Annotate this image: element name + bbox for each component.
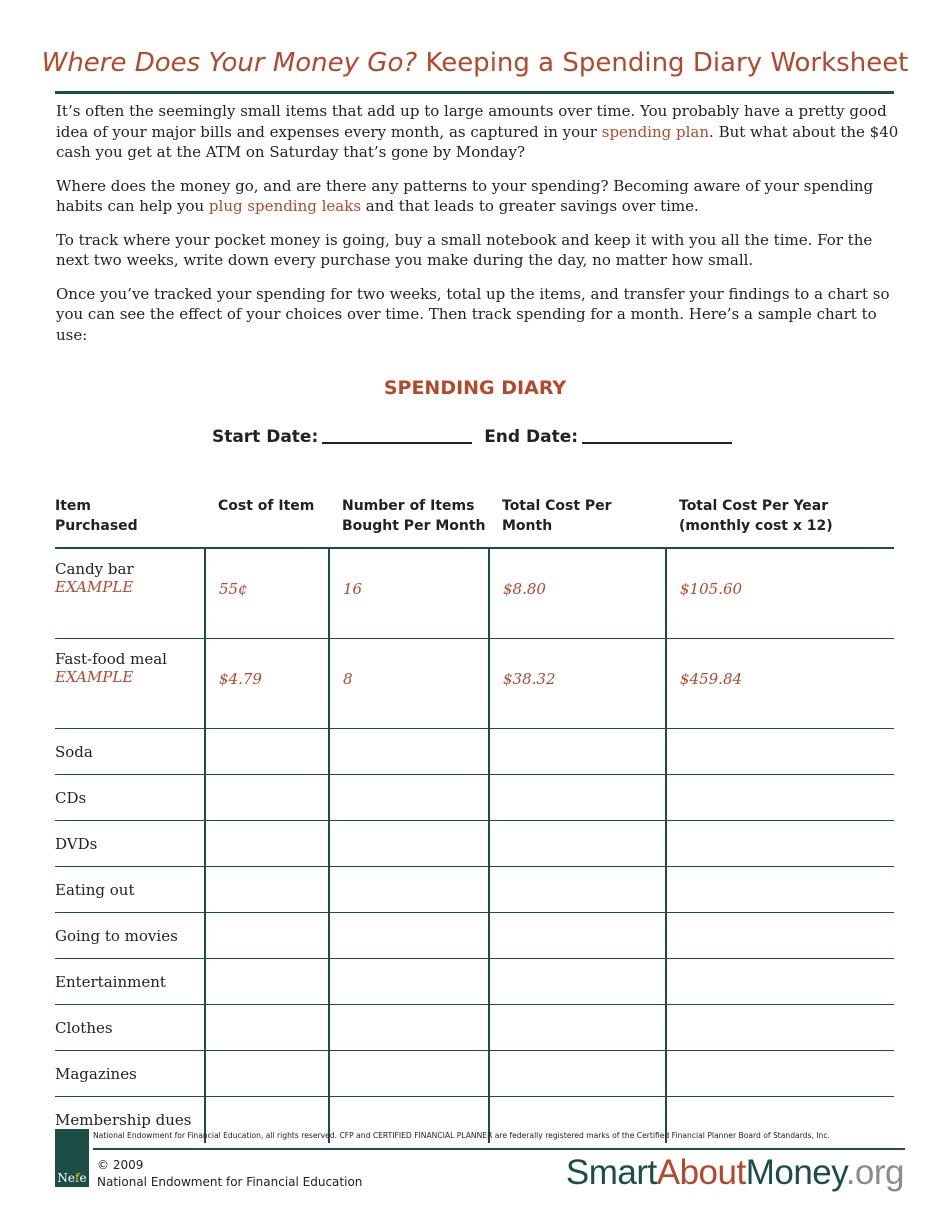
monthly-cell[interactable] — [489, 1051, 666, 1097]
title-divider — [55, 91, 894, 94]
count-cell[interactable] — [329, 729, 489, 775]
cost-cell[interactable]: $4.79 — [205, 639, 329, 729]
header-cost: Cost of Item — [218, 498, 315, 514]
header-yearly: Total Cost Per Year (monthly cost x 12) — [679, 498, 833, 534]
table-header-row — [55, 493, 894, 548]
table-row — [55, 821, 894, 867]
item-cell: Entertainment — [55, 959, 205, 1005]
header-monthly: Total Cost Per Month — [502, 498, 612, 534]
plug-spending-leaks-link[interactable]: plug spending leaks — [208, 197, 362, 215]
intro-paragraph-4: Once you’ve tracked your spending for two weeks, total up the items, and transfer your findings to a chart so you can see the effect of your choices over time. Then track spending for a month. Here’s a sample chart to use: — [56, 284, 890, 344]
footer-divider — [93, 1148, 905, 1150]
start-date-label: Start Date: — [211, 427, 319, 447]
cost-cell[interactable] — [205, 775, 329, 821]
monthly-cell[interactable] — [489, 1005, 666, 1051]
item-cell: Candy bar EXAMPLE — [55, 548, 205, 639]
monthly-cell[interactable] — [489, 913, 666, 959]
item-cell: DVDs — [55, 821, 205, 867]
cost-cell[interactable] — [205, 1051, 329, 1097]
cost-cell[interactable] — [205, 1005, 329, 1051]
table-row — [55, 1051, 894, 1097]
yearly-cell[interactable] — [666, 729, 894, 775]
legal-notice: National Endowment for Financial Education, all rights reserved. CFP and CERTIFIED FINANCIAL PLANNER are federally registered marks of the Certified Financial Planner Board of Standards, Inc. — [93, 1131, 830, 1140]
monthly-cell[interactable] — [489, 867, 666, 913]
count-cell[interactable]: 16 — [329, 548, 489, 639]
monthly-cell[interactable] — [489, 959, 666, 1005]
cost-cell[interactable]: 55¢ — [205, 548, 329, 639]
yearly-cell[interactable] — [666, 913, 894, 959]
yearly-cell[interactable] — [666, 1051, 894, 1097]
example-row — [55, 639, 894, 729]
diary-title: SPENDING DIARY — [383, 377, 567, 399]
count-cell[interactable] — [329, 913, 489, 959]
count-cell[interactable] — [329, 821, 489, 867]
count-cell[interactable] — [329, 1005, 489, 1051]
smartaboutmoney-brand[interactable]: SmartAboutMoney.org — [565, 1153, 904, 1192]
yearly-cell[interactable] — [666, 775, 894, 821]
start-date-field[interactable] — [322, 426, 472, 444]
count-cell[interactable] — [329, 775, 489, 821]
monthly-cell[interactable] — [489, 775, 666, 821]
page-title — [0, 48, 950, 78]
copyright-block — [97, 1157, 362, 1191]
table-row — [55, 1005, 894, 1051]
end-date-field[interactable] — [582, 426, 732, 444]
item-cell: Eating out — [55, 867, 205, 913]
item-cell: Fast-food meal EXAMPLE — [55, 639, 205, 729]
item-cell: Magazines — [55, 1051, 205, 1097]
table-row — [55, 729, 894, 775]
cost-cell[interactable] — [205, 821, 329, 867]
header-count: Number of Items Bought Per Month — [342, 498, 486, 534]
date-fields — [0, 426, 950, 447]
table-row — [55, 913, 894, 959]
item-cell: Membership dues — [55, 1111, 192, 1129]
yearly-cell[interactable] — [666, 959, 894, 1005]
count-cell[interactable] — [329, 959, 489, 1005]
monthly-cell[interactable] — [489, 821, 666, 867]
table-row — [55, 775, 894, 821]
count-cell[interactable]: 8 — [329, 639, 489, 729]
table-row — [55, 867, 894, 913]
monthly-cell[interactable]: $8.80 — [489, 548, 666, 639]
intro-paragraph-1: It’s often the seemingly small items that add up to large amounts over time. You probably have a pretty good idea of your major bills and expenses every month, as captured in your spending plan. But what about the $40 cash you get at the ATM on Saturday that’s gone by Monday? — [56, 102, 899, 161]
item-cell: Clothes — [55, 1005, 205, 1051]
spending-plan-link[interactable]: spending plan — [601, 122, 710, 141]
nefe-logo: Nefe — [55, 1129, 89, 1187]
item-cell: Soda — [55, 729, 205, 775]
intro-text — [56, 101, 901, 358]
spending-diary-table — [55, 493, 894, 1143]
count-cell[interactable] — [329, 867, 489, 913]
header-item: Item Purchased — [55, 498, 138, 534]
table-row — [55, 959, 894, 1005]
end-date-label: End Date: — [484, 427, 579, 447]
title-italic: Where Does Your Money Go? — [41, 48, 418, 78]
organization-name: National Endowment for Financial Education — [97, 1175, 363, 1189]
cost-cell[interactable] — [205, 867, 329, 913]
cost-cell[interactable] — [205, 729, 329, 775]
item-cell: Going to movies — [55, 913, 205, 959]
cost-cell[interactable] — [205, 959, 329, 1005]
yearly-cell[interactable]: $105.60 — [666, 548, 894, 639]
intro-paragraph-2: Where does the money go, and are there any patterns to your spending? Becoming aware of your spending habits can help you plug spending leaks and that leads to greater savings over time. — [56, 176, 874, 215]
example-row — [55, 548, 894, 639]
yearly-cell[interactable] — [666, 1005, 894, 1051]
monthly-cell[interactable]: $38.32 — [489, 639, 666, 729]
intro-paragraph-3: To track where your pocket money is going, buy a small notebook and keep it with you all the time. For the next two weeks, write down every purchase you make during the day, no matter how small. — [56, 230, 873, 269]
yearly-cell[interactable] — [666, 821, 894, 867]
count-cell[interactable] — [329, 1051, 489, 1097]
monthly-cell[interactable] — [489, 729, 666, 775]
yearly-cell[interactable]: $459.84 — [666, 639, 894, 729]
yearly-cell[interactable] — [666, 867, 894, 913]
item-cell: CDs — [55, 775, 205, 821]
cost-cell[interactable] — [205, 913, 329, 959]
title-rest: Keeping a Spending Diary Worksheet — [425, 48, 909, 78]
copyright-year: © 2009 — [97, 1158, 144, 1172]
